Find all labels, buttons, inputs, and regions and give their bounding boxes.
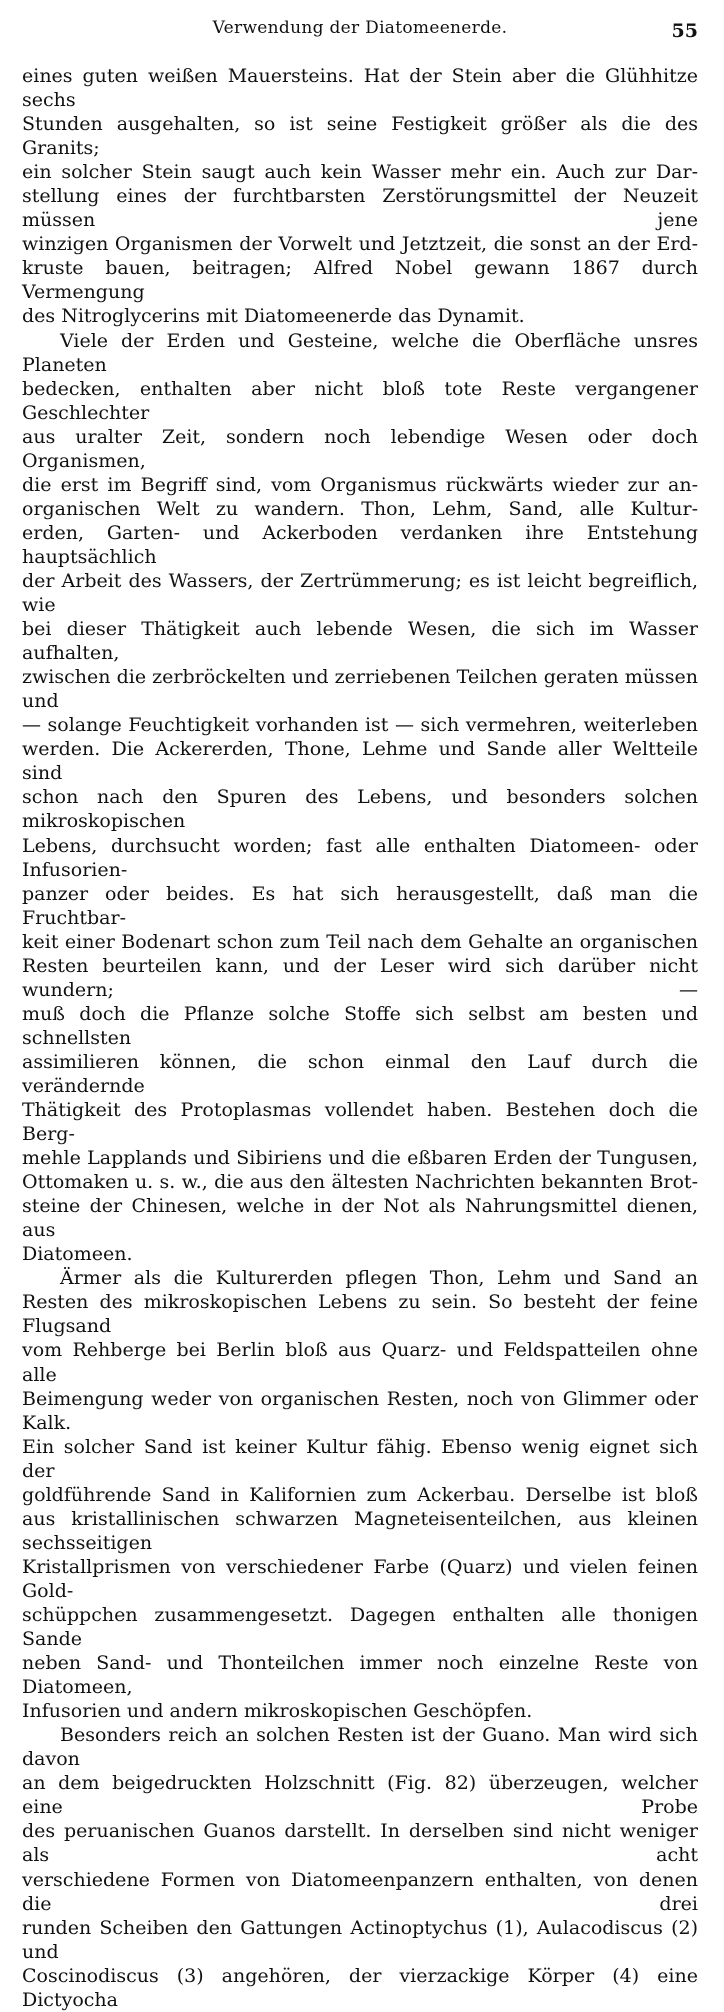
text-line: aus uralter Zeit, sondern noch lebendige Wesen oder doch Organismen, (22, 425, 698, 472)
text-line: Ärmer als die Kulturerden pflegen Thon, Lehm und Sand an (60, 1267, 698, 1290)
text-line: werden. Die Ackererden, Thone, Lehme und Sande aller Weltteile sind (22, 738, 698, 785)
text-line: des peruanischen Guanos darstellt. In derselben sind nicht weniger als acht (22, 1820, 698, 1867)
text-line: Stunden ausgehalten, so ist seine Festigkeit größer als die des Granits; (22, 113, 698, 160)
text-line: goldführende Sand in Kalifornien zum Ackerbau. Derselbe ist bloß (22, 1483, 698, 1506)
text-line: Resten beurteilen kann, und der Leser wird sich darüber nicht wundern; — (22, 954, 698, 1001)
text-line: kruste bauen, beitragen; Alfred Nobel gewann 1867 durch Vermengung (22, 257, 698, 304)
book-page (22, 18, 698, 2011)
text-line: bedecken, enthalten aber nicht bloß tote Reste vergangener Geschlechter (22, 377, 698, 424)
text-line: steine der Chinesen, welche in der Not als Nahrungsmittel dienen, aus (22, 1195, 698, 1242)
text-line: stellung eines der furchtbarsten Zerstörungsmittel der Neuzeit müssen jene (22, 185, 698, 232)
text-line: der Arbeit des Wassers, der Zertrümmerung; es ist leicht begreiflich, wie (22, 569, 698, 617)
text-line: des Nitroglycerins mit Diatomeenerde das Dynamit. (22, 305, 525, 328)
text-line: zwischen die zerbröckelten und zerriebenen Teilchen geraten müssen und (22, 666, 698, 713)
paragraph (22, 1723, 698, 2012)
text-line: aus kristallinischen schwarzen Magneteisenteilchen, aus kleinen sechsseitigen (22, 1507, 698, 1554)
page-number: 55 (671, 20, 698, 42)
text-line: an dem beigedruckten Holzschnitt (Fig. 82) überzeugen, welcher eine Probe (22, 1772, 698, 1819)
text-line: Ein solcher Sand ist keiner Kultur fähig. Ebenso wenig eignet sich der (22, 1435, 698, 1482)
text-line: runden Scheiben den Gattungen Actinoptychus (1), Aulacodiscus (2) und (22, 1916, 698, 1963)
text-line: vom Rehberge bei Berlin bloß aus Quarz- und Feldspatteilen ohne alle (22, 1339, 698, 1386)
text-line: Lebens, durchsucht worden; fast alle enthalten Diatomeen- oder Infusorien- (22, 834, 698, 881)
paragraph (22, 64, 698, 329)
text-line: eines guten weißen Mauersteins. Hat der Stein aber die Glühhitze sechs (22, 65, 698, 112)
paragraph (22, 1266, 698, 1723)
text-line: panzer oder beides. Es hat sich herausgestellt, daß man die Fruchtbar- (22, 882, 698, 929)
text-line: keit einer Bodenart schon zum Teil nach dem Gehalte an organischen (22, 930, 698, 953)
text-line: winzigen Organismen der Vorwelt und Jetztzeit, die sonst an der Erd- (22, 233, 698, 256)
text-line: muß doch die Pflanze solche Stoffe sich selbst am besten und schnellsten (22, 1002, 698, 1049)
text-line: Besonders reich an solchen Resten ist der Guano. Man wird sich davon (22, 1724, 698, 1771)
text-line: bei dieser Thätigkeit auch lebende Wesen, die sich im Wasser aufhalten, (22, 618, 698, 665)
text-line: organischen Welt zu wandern. Thon, Lehm, Sand, alle Kultur- (22, 497, 698, 520)
text-line: erden, Garten- und Ackerboden verdanken ihre Entstehung hauptsächlich (22, 521, 698, 568)
body-text (22, 64, 698, 2012)
text-line: schon nach den Spuren des Lebens, und besonders solchen mikroskopischen (22, 786, 698, 833)
text-line: Diatomeen. (22, 1243, 133, 1266)
text-line: Beimengung weder von organischen Resten, noch von Glimmer oder Kalk. (22, 1387, 698, 1434)
text-line: assimilieren können, die schon einmal den Lauf durch die verändernde (22, 1050, 698, 1097)
text-line: — solange Feuchtigkeit vorhanden ist — sich vermehren, weiterleben (22, 714, 698, 737)
text-line: schüppchen zusammengesetzt. Dagegen enthalten alle thonigen Sande (22, 1604, 698, 1651)
text-line: Thätigkeit des Protoplasmas vollendet haben. Bestehen doch die Berg- (22, 1099, 698, 1146)
text-line: die erst im Begriff sind, vom Organismus rückwärts wieder zur an- (22, 473, 698, 496)
text-line: Resten des mikroskopischen Lebens zu sein. So besteht der feine Flugsand (22, 1291, 698, 1338)
text-line: Infusorien und andern mikroskopischen Geschöpfen. (22, 1700, 533, 1723)
text-line: Coscinodiscus (3) angehören, der vierzackige Körper (4) eine Dictyocha (22, 1964, 698, 2011)
text-line: ein solcher Stein saugt auch kein Wasser mehr ein. Auch zur Dar- (22, 161, 698, 184)
text-line: verschiedene Formen von Diatomeenpanzern enthalten, von denen die drei (22, 1868, 698, 1915)
text-line: Viele der Erden und Gesteine, welche die Oberfläche unsres Planeten (22, 329, 698, 376)
running-title: Verwendung der Diatomeenerde. (212, 18, 508, 38)
running-head (22, 18, 698, 52)
text-line: mehle Lapplands und Sibiriens und die eßbaren Erden der Tungusen, (22, 1147, 698, 1170)
text-line: Ottomaken u. s. w., die aus den ältesten Nachrichten bekannten Brot- (22, 1171, 698, 1194)
text-line: Kristallprismen von verschiedener Farbe (Quarz) und vielen feinen Gold- (22, 1555, 698, 1602)
text-line: neben Sand- und Thonteilchen immer noch einzelne Reste von Diatomeen, (22, 1652, 698, 1699)
paragraph (22, 329, 698, 1267)
